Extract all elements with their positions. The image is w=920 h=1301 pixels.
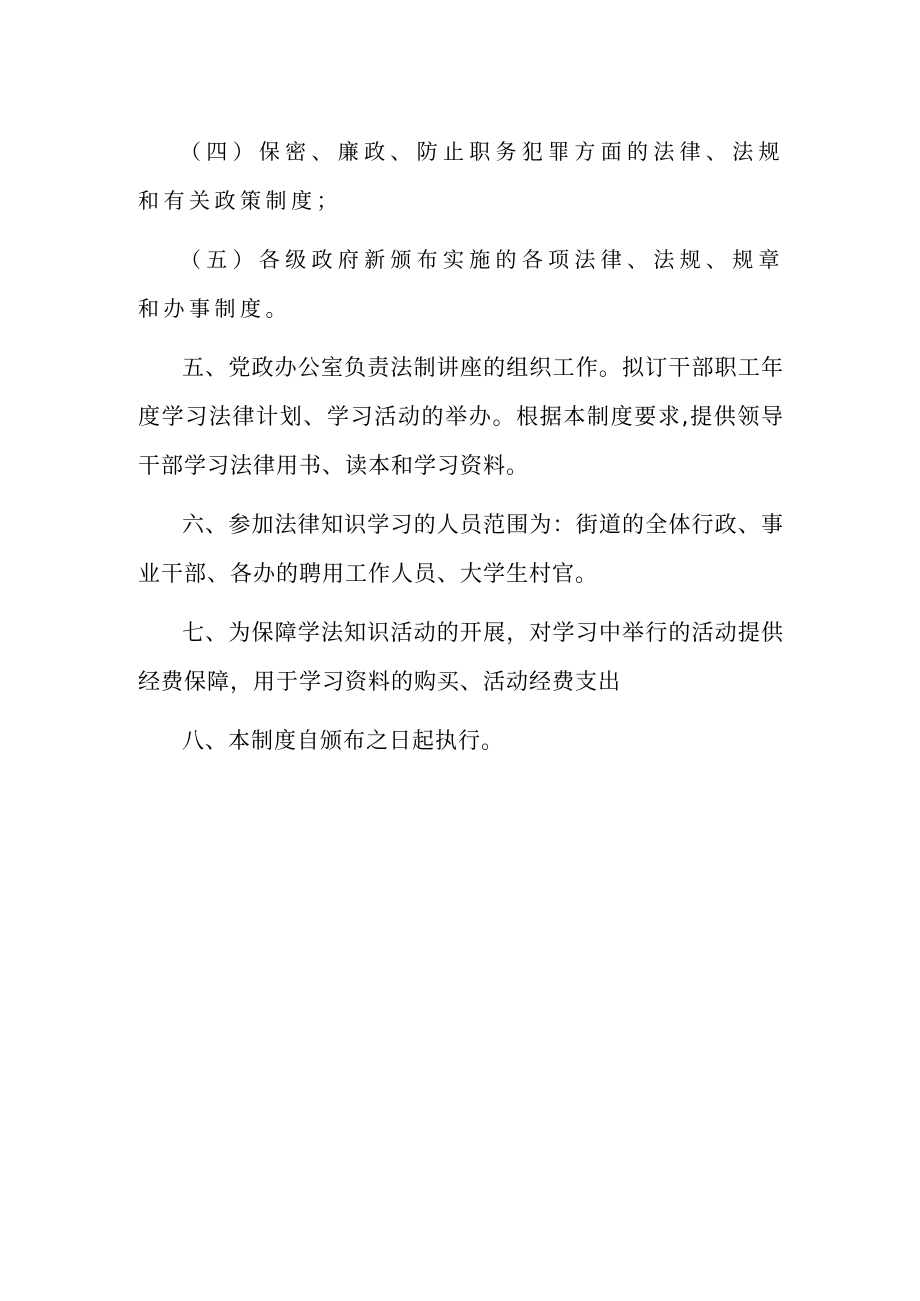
paragraph-section-5: 五、党政办公室负责法制讲座的组织工作。拟订干部职工年度学习法律计划、学习活动的举办。根据本制度要求,提供领导干部学习法律用书、读本和学习资料。 [138, 356, 784, 479]
paragraph-section-6: 六、参加法律知识学习的人员范围为：街道的全体行政、事业干部、各办的聘用工作人员、大学生村官。 [138, 513, 784, 587]
document-body [138, 128, 784, 776]
paragraph-section-8: 八、本制度自颁布之日起执行。 [182, 729, 505, 754]
paragraph-item-4: （四）保密、廉政、防止职务犯罪方面的法律、法规和有关政策制度； [138, 140, 784, 213]
paragraph-item-5: （五）各级政府新颁布实施的各项法律、法规、规章和办事制度。 [138, 248, 784, 321]
paragraph-section-7: 七、为保障学法知识活动的开展，对学习中举行的活动提供经费保障，用于学习资料的购买、活动经费支出 [138, 621, 784, 695]
